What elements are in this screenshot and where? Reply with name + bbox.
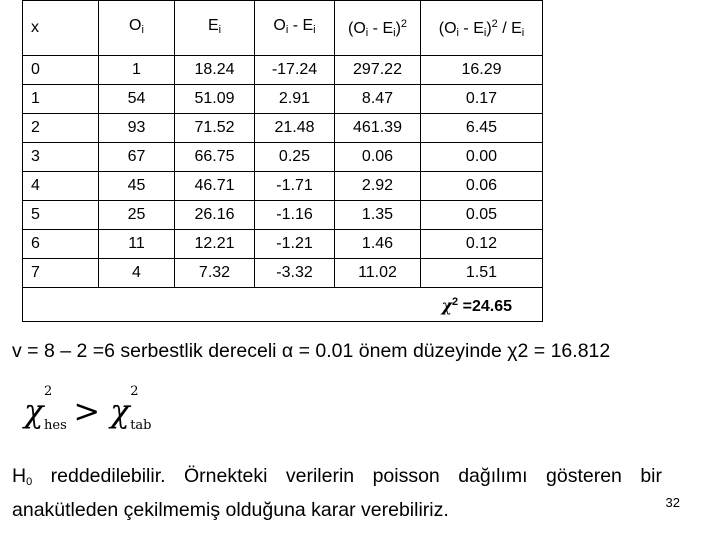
table-cell: 7 bbox=[23, 259, 99, 288]
chi-hes-label: hes bbox=[44, 418, 67, 433]
header-cell-2 bbox=[175, 1, 255, 56]
chi-tab-sup: 2 bbox=[130, 384, 139, 399]
header-base: x bbox=[31, 19, 39, 36]
chi-tab-label: tab bbox=[130, 418, 152, 433]
header-sub: i bbox=[285, 24, 289, 36]
table-cell: 2.91 bbox=[255, 85, 335, 114]
table-cell: 0.25 bbox=[255, 143, 335, 172]
table-cell: 21.48 bbox=[255, 114, 335, 143]
header-sub3: i bbox=[521, 26, 525, 39]
chi-hes-symbol: χ 2 hes bbox=[24, 384, 67, 433]
table-cell: 297.22 bbox=[335, 56, 421, 85]
chi-sup: 2 bbox=[452, 296, 459, 308]
table-cell: 8.47 bbox=[335, 85, 421, 114]
table-cell: 18.24 bbox=[175, 56, 255, 85]
header-cell-1 bbox=[99, 1, 175, 56]
table-cell: -17.24 bbox=[255, 56, 335, 85]
chi-square-total-cell bbox=[23, 288, 543, 322]
header-sub2: i bbox=[393, 26, 396, 39]
table-cell: 4 bbox=[23, 172, 99, 201]
table-cell: 3 bbox=[23, 143, 99, 172]
table-cell: 16.29 bbox=[421, 56, 543, 85]
header-cell-4 bbox=[335, 1, 421, 56]
table-cell: 12.21 bbox=[175, 230, 255, 259]
table-cell: 71.52 bbox=[175, 114, 255, 143]
h0-base: H bbox=[12, 465, 27, 487]
table-cell: 54 bbox=[99, 85, 175, 114]
conclusion-text bbox=[12, 462, 662, 524]
table-row bbox=[23, 114, 543, 143]
header-sup: 2 bbox=[491, 17, 498, 30]
table-row bbox=[23, 56, 543, 85]
chi-square-table-container bbox=[22, 0, 542, 330]
header-base: (O bbox=[347, 19, 366, 37]
h0-subscript: 0 bbox=[26, 476, 33, 488]
header-rest: - E bbox=[458, 19, 484, 37]
table-cell: 0.17 bbox=[421, 85, 543, 114]
table-row bbox=[23, 259, 543, 288]
greater-than-operator: > bbox=[73, 392, 101, 430]
table-row bbox=[23, 143, 543, 172]
table-row bbox=[23, 230, 543, 259]
table-cell: 93 bbox=[99, 114, 175, 143]
table-row bbox=[23, 85, 543, 114]
chi-total-value: =24.65 bbox=[458, 298, 512, 315]
table-cell: 7.32 bbox=[175, 259, 255, 288]
table-cell: 11.02 bbox=[335, 259, 421, 288]
header-sub: i bbox=[141, 24, 144, 36]
header-close: ) bbox=[486, 19, 492, 37]
table-total-row bbox=[23, 288, 543, 322]
table-header-row bbox=[23, 1, 543, 56]
table-cell: -1.21 bbox=[255, 230, 335, 259]
table-cell: 2.92 bbox=[335, 172, 421, 201]
table-row bbox=[23, 201, 543, 230]
table-cell: 11 bbox=[99, 230, 175, 259]
table-cell: 0.06 bbox=[335, 143, 421, 172]
table-cell: 67 bbox=[99, 143, 175, 172]
header-cell-5 bbox=[421, 1, 543, 56]
table-row bbox=[23, 172, 543, 201]
table-cell: 1 bbox=[99, 56, 175, 85]
header-sub: i bbox=[456, 26, 459, 39]
header-sub: i bbox=[365, 26, 369, 39]
chi-square-table bbox=[22, 0, 543, 322]
table-cell: 6.45 bbox=[421, 114, 543, 143]
chi-symbol: χ bbox=[441, 296, 453, 315]
table-cell: 0 bbox=[23, 56, 99, 85]
header-sub: i bbox=[218, 24, 222, 36]
header-tail: / E bbox=[497, 19, 522, 37]
table-cell: 0.05 bbox=[421, 201, 543, 230]
table-cell: 51.09 bbox=[175, 85, 255, 114]
table-cell: 6 bbox=[23, 230, 99, 259]
table-cell: -1.71 bbox=[255, 172, 335, 201]
header-sub2: i bbox=[313, 24, 316, 36]
conclusion-body: reddedilebilir. Örnekteki verilerin poisson dağılımı gösteren bir anakütleden çekilmemiş olduğuna karar verebiliriz. bbox=[12, 465, 662, 521]
table-cell: 4 bbox=[99, 259, 175, 288]
chi-square-comparison-formula bbox=[24, 384, 152, 433]
header-close: ) bbox=[395, 19, 401, 37]
header-rest: - E bbox=[368, 19, 394, 37]
table-cell: -3.32 bbox=[255, 259, 335, 288]
table-cell: 5 bbox=[23, 201, 99, 230]
table-cell: 1.35 bbox=[335, 201, 421, 230]
header-base: (O bbox=[438, 19, 457, 37]
header-cell-3 bbox=[255, 1, 335, 56]
table-cell: 0.06 bbox=[421, 172, 543, 201]
header-sub2: i bbox=[483, 26, 487, 39]
table-cell: 461.39 bbox=[335, 114, 421, 143]
table-cell: 46.71 bbox=[175, 172, 255, 201]
header-base: O bbox=[129, 17, 142, 34]
chi-tab-symbol: χ 2 tab bbox=[110, 384, 152, 433]
header-sup: 2 bbox=[400, 17, 408, 30]
table-cell: 45 bbox=[99, 172, 175, 201]
page-number: 32 bbox=[665, 495, 680, 510]
table-cell: 0.00 bbox=[421, 143, 543, 172]
table-cell: -1.16 bbox=[255, 201, 335, 230]
table-cell: 1.51 bbox=[421, 259, 543, 288]
table-cell: 1 bbox=[23, 85, 99, 114]
table-cell: 25 bbox=[99, 201, 175, 230]
chi-hes-sup: 2 bbox=[44, 384, 53, 399]
header-base: O bbox=[273, 17, 286, 34]
header-base: E bbox=[207, 17, 219, 34]
table-cell: 26.16 bbox=[175, 201, 255, 230]
table-cell: 2 bbox=[23, 114, 99, 143]
table-cell: 1.46 bbox=[335, 230, 421, 259]
table-cell: 66.75 bbox=[175, 143, 255, 172]
degrees-of-freedom-line: v = 8 – 2 =6 serbestlik dereceli α = 0.01 önem düzeyinde χ2 = 16.812 bbox=[12, 340, 611, 362]
header-rest: - E bbox=[288, 17, 314, 34]
header-cell-0 bbox=[23, 1, 99, 56]
table-cell: 0.12 bbox=[421, 230, 543, 259]
